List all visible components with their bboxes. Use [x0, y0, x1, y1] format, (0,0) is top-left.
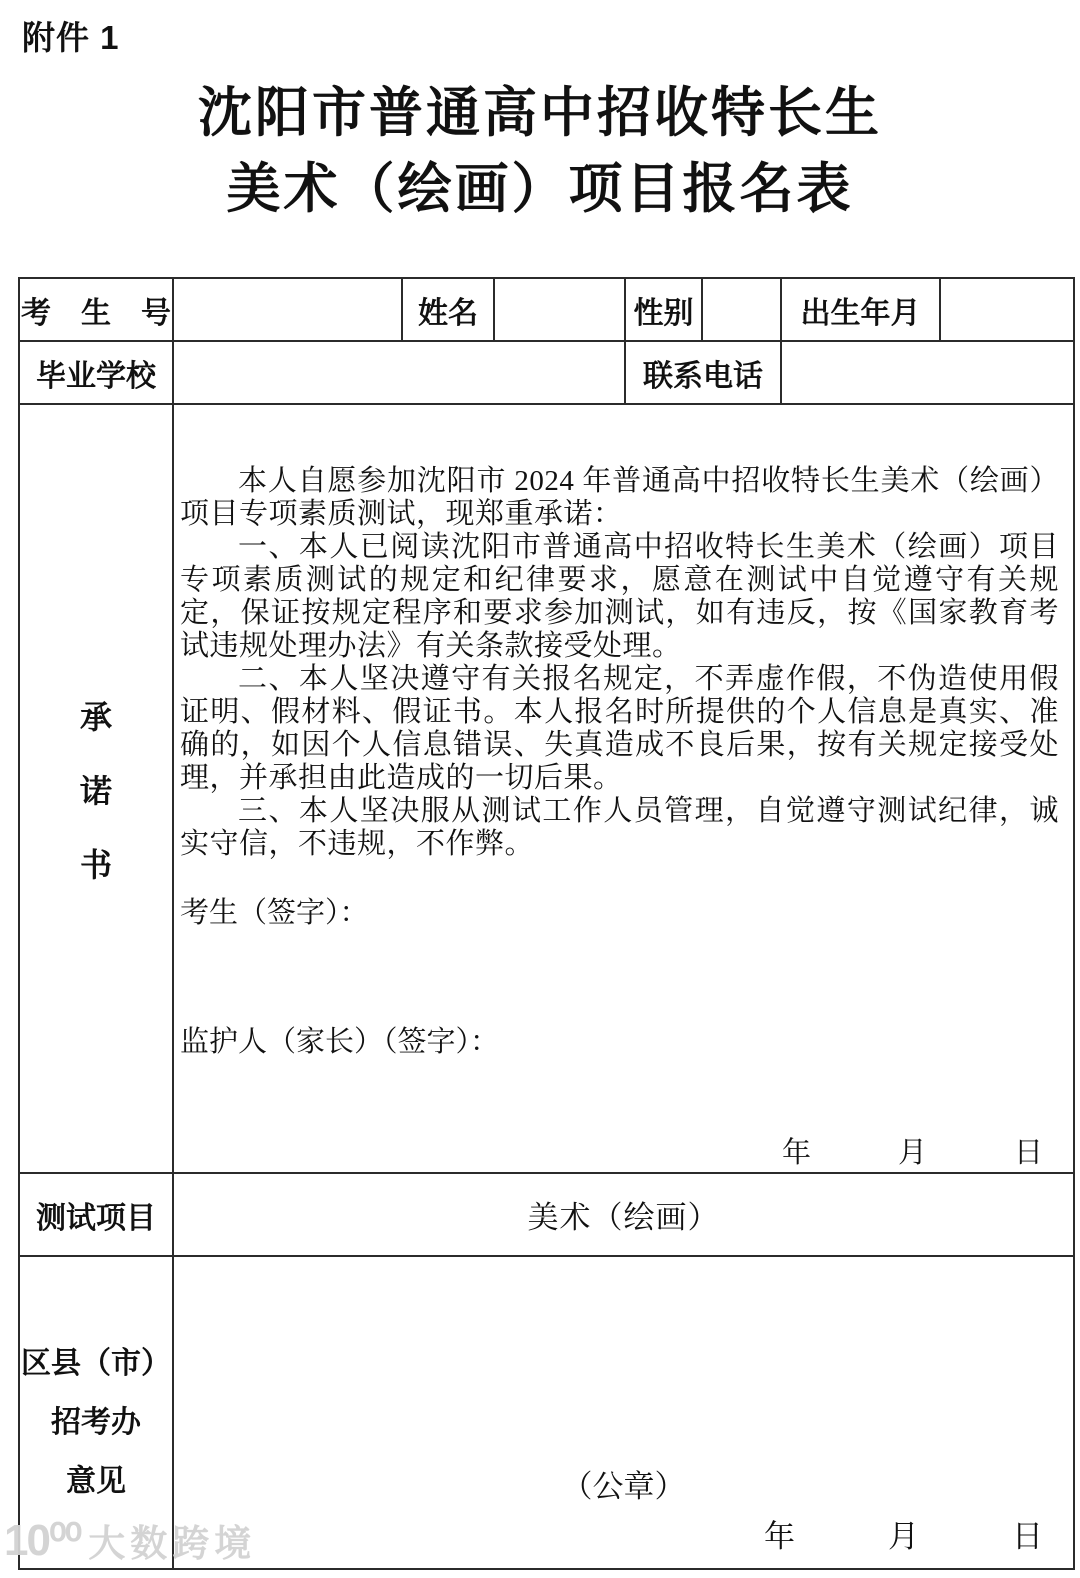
attachment-label: 附件 1 — [22, 19, 120, 56]
guardian-signature-label: 监护人（家长）（签字）： — [180, 1026, 500, 1058]
official-seal-placeholder: （公章） — [561, 1469, 686, 1504]
commitment-paragraph-2: 一、本人已阅读沈阳市普通高中招收特长生美术（绘画）项目专项素质测试的规定和纪律要求，愿意在测试中自觉遵守有关规定，保证按规定程序和要求参加测试，如有违反，按《国家教育考试违规处理办法》有关条款接受处理。 — [180, 531, 1059, 662]
candidate-signature-label: 考生（签字）： — [180, 897, 369, 929]
commitment-paragraph-1: 本人自愿参加沈阳市 2024 年普通高中招收特长生美术（绘画）项目专项素质测试，现郑重承诺： — [180, 465, 1059, 530]
name-field — [495, 279, 626, 340]
commitment-text-area — [174, 405, 1073, 1172]
gender-field — [703, 279, 782, 340]
watermark-logo-icon: 10⁰⁰ — [4, 1515, 81, 1565]
contact-phone-field — [782, 342, 1073, 403]
commitment-date-line: 年 月 日 — [781, 1137, 1043, 1169]
graduation-school-field — [174, 342, 626, 403]
watermark — [4, 1513, 256, 1567]
row-test-item — [20, 1174, 1073, 1257]
row-commitment — [20, 405, 1073, 1174]
birth-date-label: 出生年月 — [782, 279, 941, 340]
graduation-school-label: 毕业学校 — [20, 342, 174, 403]
name-label: 姓名 — [403, 279, 495, 340]
form-title-line2: 美术（绘画）项目报名表 — [226, 159, 854, 219]
office-opinion-area — [174, 1257, 1073, 1568]
office-opinion-date-line: 年 月 日 — [764, 1519, 1043, 1554]
registration-form-table — [18, 277, 1075, 1570]
row-basic-info — [20, 279, 1073, 342]
office-opinion-label-line3: 意见 — [66, 1465, 126, 1498]
commitment-paragraph-3: 二、本人坚决遵守有关报名规定，不弄虚作假，不伪造使用假证明、假材料、假证书。本人报名时所提供的个人信息是真实、准确的，如因个人信息错误、失真造成不良后果，按有关规定接受处理，并承担由此造成的一切后果。 — [180, 663, 1059, 794]
test-item-value: 美术（绘画） — [527, 1200, 720, 1235]
watermark-brand-text: 大数跨境 — [88, 1523, 257, 1564]
birth-date-field — [941, 279, 1073, 340]
commitment-paragraph-4: 三、本人坚决服从测试工作人员管理，自觉遵守测试纪律，诚实守信，不违规，不作弊。 — [180, 795, 1059, 860]
gender-label: 性别 — [626, 279, 703, 340]
commitment-char-2: 诺 — [79, 772, 112, 809]
exam-number-field — [174, 279, 403, 340]
commitment-char-3: 书 — [79, 846, 112, 883]
row-school-phone — [20, 342, 1073, 405]
exam-number-label: 考 生 号 — [20, 279, 174, 340]
commitment-char-1: 承 — [79, 698, 112, 735]
office-opinion-label-line1: 区县（市） — [21, 1347, 171, 1380]
office-opinion-label-line2: 招考办 — [51, 1406, 141, 1439]
test-item-label: 测试项目 — [20, 1174, 174, 1255]
commitment-letter-label — [20, 405, 174, 1172]
form-title-line1: 沈阳市普通高中招收特长生 — [198, 83, 882, 143]
contact-phone-label: 联系电话 — [626, 342, 782, 403]
